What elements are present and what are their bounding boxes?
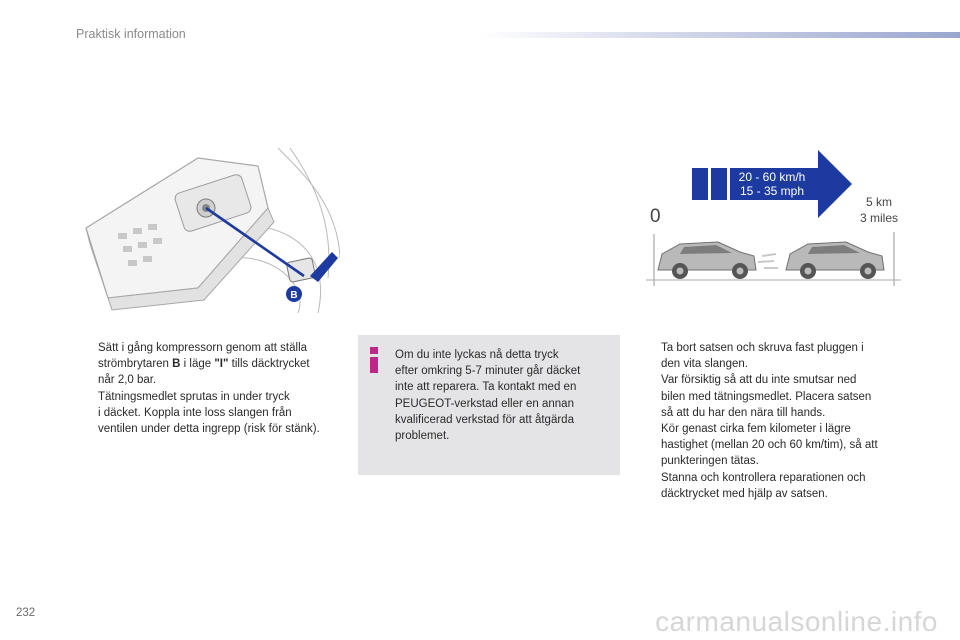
text-line: Stanna och kontrollera reparationen och [661,471,866,484]
pointer-arrow [310,252,338,282]
text-line: punkteringen tätas. [661,455,759,468]
text-fragment: strömbrytaren [98,358,173,371]
text-line: efter omkring 5-7 minuter går däcket [395,365,581,378]
info-note-box [358,335,620,475]
switch-position-label: "I" [214,358,229,371]
text-line: hastighet (mellan 20 och 60 km/tim), så att [661,439,878,452]
checkbox-bullet-icon [641,421,661,470]
checkbox-bullet-icon [641,340,661,421]
text-line: Ta bort satsen och skruva fast pluggen i [661,342,864,354]
text-line: däcktrycket med hjälp av satsen. [661,487,828,500]
speed-distance-illustration [636,146,906,286]
text-line: PEUGEOT-verkstad eller en annan [395,397,574,410]
checkbox-bullet-icon [641,470,661,502]
distance-km: 5 km [866,195,893,209]
text-line: bilen med tätningsmedlet. Placera satsen [661,390,872,403]
text-line: Sätt i gång kompressorn genom att ställa [98,342,308,354]
header-title: Praktisk information [76,27,186,41]
speed-mph: 15 - 35 mph [739,184,805,198]
instruction-column-1 [78,340,340,437]
text-fragment: i läge [180,358,215,371]
page-number: 232 [16,607,36,619]
text-line: ventilen under detta ingrepp (risk för stänk). [98,423,320,436]
text-fragment: tills däcktrycket [228,358,310,371]
distance-miles: 3 miles [860,211,899,225]
text-line: kvalificerad verkstad för att åtgärda [395,413,574,426]
text-line: Var försiktig så att du inte smutsar ned [661,374,857,387]
list-item [641,470,911,502]
speed-kmh: 20 - 60 km/h [738,170,806,184]
car-start [658,242,756,279]
text-line: i däcket. Koppla inte loss slangen från [98,406,292,419]
text-line: så att du har den nära till hands. [661,406,826,419]
text-line: inte att reparera. Ta kontakt med en [395,381,577,394]
list-item [78,340,340,437]
checkbox-bullet-icon [78,340,98,437]
watermark: carmanualsonline.info [655,606,938,637]
list-item [641,340,911,421]
compressor-kit-illustration [78,148,340,313]
text-line: den vita slangen. [661,358,748,371]
text-line [98,356,340,372]
list-item [641,421,911,470]
text-line: når 2,0 bar. [98,374,157,387]
text-line: Tätningsmedlet sprutas in under tryck [98,390,290,403]
text-line: Kör genast cirka fem kilometer i lägre [661,423,851,436]
switch-key-label: B [172,358,181,371]
callout-b-label: B [290,290,298,301]
info-note-text [395,347,615,444]
info-icon [368,347,380,373]
instruction-column-3 [641,340,911,502]
text-line: Om du inte lyckas nå detta tryck [395,349,559,361]
header-gradient-bar [480,32,960,38]
start-marker: 0 [650,206,661,227]
text-line: problemet. [395,430,450,443]
car-moving [758,242,884,279]
